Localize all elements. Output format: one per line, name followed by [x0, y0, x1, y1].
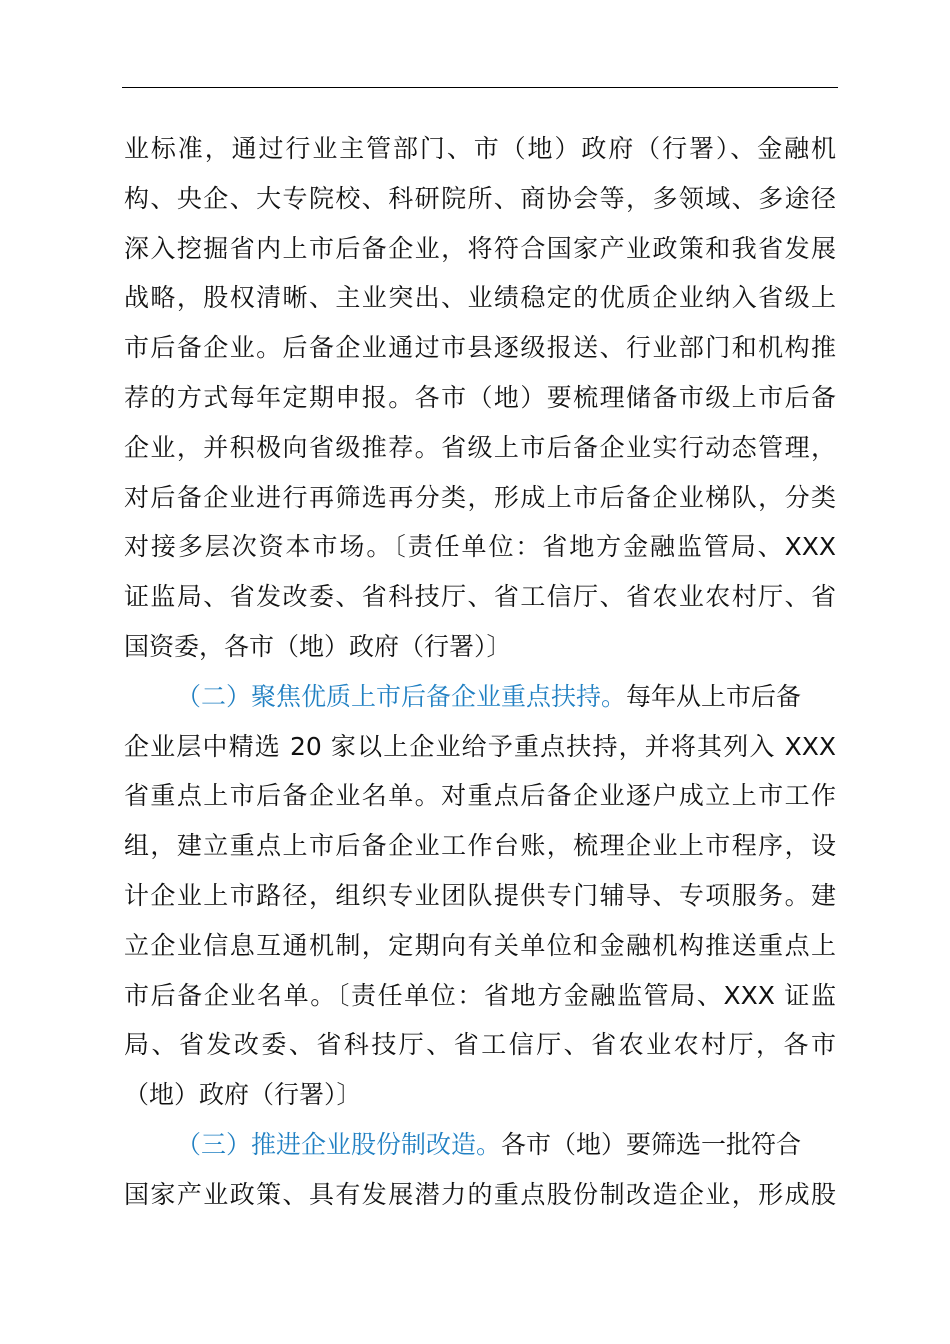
- text-line: 战略，股权清晰、主业突出、业绩稳定的优质企业纳入省级上: [124, 283, 836, 313]
- text-line: 对接多层次资本市场。〔责任单位：省地方金融监管局、XXX: [124, 532, 836, 562]
- section-3-lead-text: 各市（地）要筛选一批符合: [501, 1129, 802, 1159]
- text-line: 市后备企业名单。〔责任单位：省地方金融监管局、XXX 证监: [124, 980, 836, 1010]
- text-line: 对后备企业进行再筛选再分类，形成上市后备企业梯队，分类: [124, 482, 836, 512]
- text-line: 企业层中精选 20 家以上企业给予重点扶持，并将其列入 XXX: [124, 731, 836, 761]
- section-3-first-line: [124, 1120, 836, 1170]
- text-line: 企业，并积极向省级推荐。省级上市后备企业实行动态管理，: [124, 432, 836, 462]
- text-line: 业标准，通过行业主管部门、市（地）政府（行署）、金融机: [124, 134, 836, 163]
- section-2-first-line: [124, 672, 836, 722]
- text-line: 市后备企业。后备企业通过市县逐级报送、行业部门和机构推: [124, 333, 836, 363]
- text-line: 省重点上市后备企业名单。对重点后备企业逐户成立上市工作: [124, 781, 836, 811]
- text-line: 组，建立重点上市后备企业工作台账，梳理企业上市程序，设: [124, 831, 836, 861]
- text-line: 证监局、省发改委、省科技厅、省工信厅、省农业农村厅、省: [124, 582, 836, 612]
- text-line: 深入挖掘省内上市后备企业，将符合国家产业政策和我省发展: [124, 233, 836, 263]
- text-line: 荐的方式每年定期申报。各市（地）要梳理储备市级上市后备: [124, 382, 836, 412]
- body-text: [124, 124, 836, 1220]
- text-line: 计企业上市路径，组织专业团队提供专门辅导、专项服务。建: [124, 880, 836, 910]
- text-line: 立企业信息互通机制，定期向有关单位和金融机构推送重点上: [124, 930, 836, 960]
- text-line: 国资委，各市（地）政府（行署）〕: [124, 631, 512, 661]
- text-line: 构、央企、大专院校、科研院所、商协会等，多领域、多途径: [124, 183, 836, 213]
- section-heading-3: （三）推进企业股份制改造。: [176, 1129, 502, 1159]
- header-rule: [122, 87, 838, 88]
- text-line: 局、省发改委、省科技厅、省工信厅、省农业农村厅，各市: [124, 1030, 836, 1060]
- section-heading-2: （二）聚焦优质上市后备企业重点扶持。: [176, 681, 627, 711]
- text-line: 国家产业政策、具有发展潜力的重点股份制改造企业，形成股: [124, 1179, 836, 1209]
- section-2-lead-text: 每年从上市后备: [626, 681, 802, 711]
- text-line: （地）政府（行署）〕: [124, 1080, 362, 1110]
